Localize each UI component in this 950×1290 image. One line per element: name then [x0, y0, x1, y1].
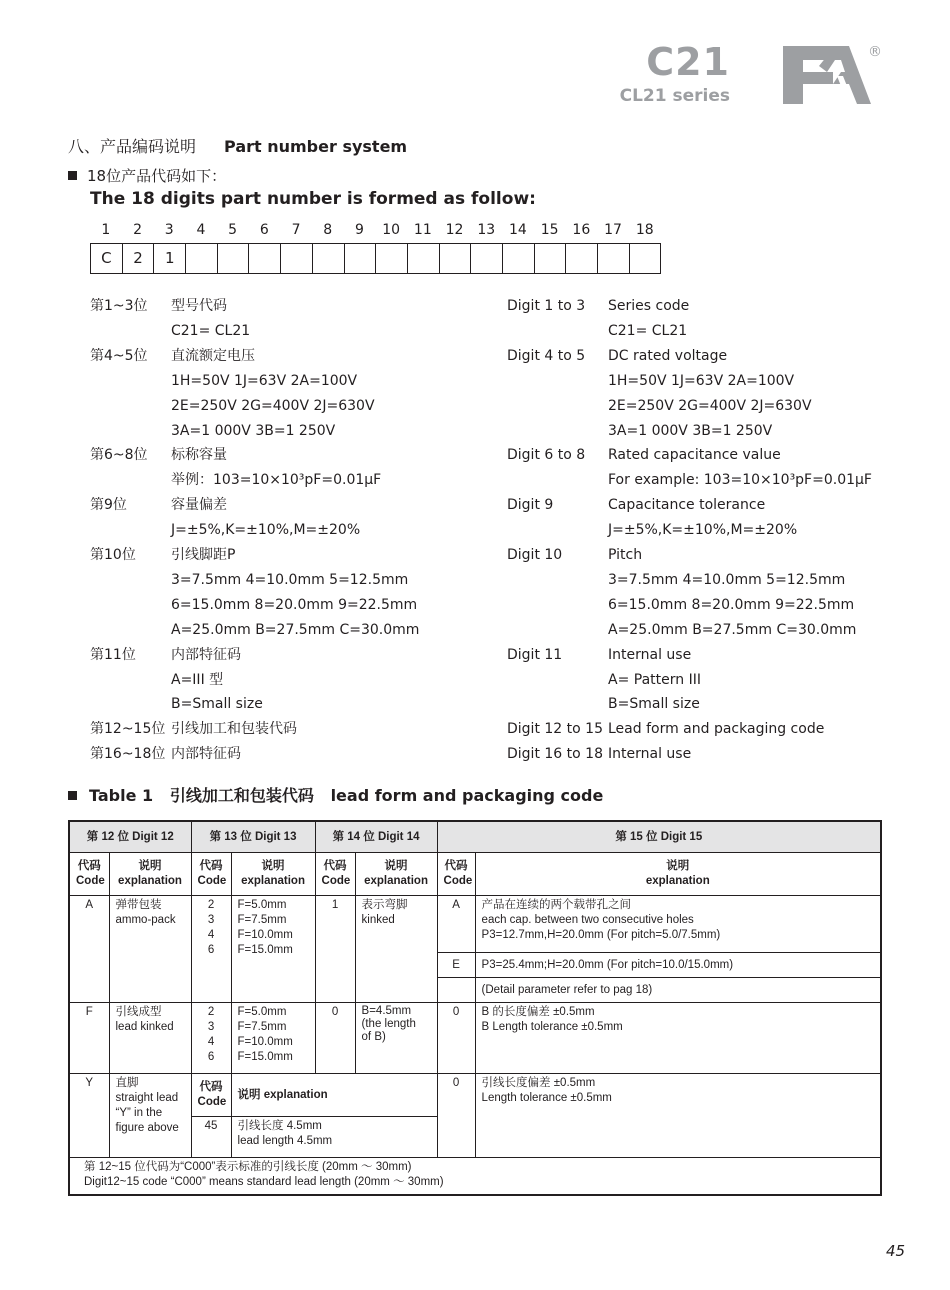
cell-code: A: [69, 896, 109, 1003]
digit-row-cn-desc: 容量偏差: [171, 497, 227, 514]
digit-box: 2: [123, 244, 155, 273]
cell-explanation: 引线成型 lead kinked: [109, 1003, 191, 1074]
table-row: [69, 896, 881, 953]
cell-explanation: 引线长度 4.5mm lead length 4.5mm: [231, 1117, 437, 1158]
cell-code: A: [437, 896, 475, 953]
subheader-code: 代码 Code: [437, 853, 475, 896]
digit-box: [186, 244, 218, 273]
digit-row-en-desc: Lead form and packaging code: [608, 721, 825, 738]
digit-row-en-desc: 3A=1 000V 3B=1 250V: [608, 422, 773, 439]
digit-row-cn-desc: 标称容量: [171, 447, 227, 464]
digit-number: 10: [382, 222, 401, 238]
digit-box: [630, 244, 661, 273]
cell-explanation: B 的长度偏差 ±0.5mm B Length tolerance ±0.5mm: [475, 1003, 881, 1074]
digit-box: [313, 244, 345, 273]
digit-row-en-desc: A= Pattern III: [608, 671, 701, 688]
digit-number: 13: [477, 222, 496, 238]
digit-number-row: [90, 222, 662, 240]
digit-box: C: [91, 244, 123, 273]
digit-number: 9: [354, 222, 364, 238]
digit-row-en-desc: Rated capacitance value: [608, 447, 781, 464]
digit-number: 11: [413, 222, 432, 238]
brand-series: CL21 series: [619, 86, 730, 106]
digit-row-cn-desc: 6=15.0mm 8=20.0mm 9=22.5mm: [171, 596, 418, 613]
company-logo: [783, 46, 875, 106]
digit-number: 12: [445, 222, 464, 238]
digit-number: 15: [540, 222, 559, 238]
digit-box: [218, 244, 250, 273]
digit-row-cn-pos: 第16~18位: [90, 746, 166, 763]
table-row: [69, 1003, 881, 1074]
digit-row-cn-desc: A=III 型: [171, 671, 224, 688]
table1-title: [68, 783, 603, 806]
table-header-row: [69, 821, 881, 853]
digit-row-cn-desc: 引线加工和包装代码: [171, 721, 297, 738]
digit-row-en-pos: Digit 16 to 18: [507, 746, 603, 763]
table-row: [69, 1074, 881, 1117]
subheader-explanation: 说明 explanation: [109, 853, 191, 896]
digit-row-en-pos: Digit 12 to 15: [507, 721, 603, 738]
digit-row-en-desc: 3=7.5mm 4=10.0mm 5=12.5mm: [608, 571, 846, 588]
digit-row-en-pos: Digit 1 to 3: [507, 298, 586, 314]
cell-explanation: 产品在连续的两个载带孔之间 each cap. between two consecutive holes P3=12.7mm,H=20.0mm (For pitch=5.0/7.5mm): [475, 896, 881, 953]
digit-box: [471, 244, 503, 273]
digit-row-en-desc: Series code: [608, 298, 690, 314]
digit-row-cn-desc: 举例：103=10×10³pF=0.01μF: [171, 472, 382, 489]
brand-code: C21: [646, 40, 730, 84]
section-title-en: Part number system: [224, 137, 408, 156]
cell-explanation: 弹带包装 ammo-pack: [109, 896, 191, 1003]
digit-row-en-desc: J=±5%,K=±10%,M=±20%: [608, 522, 798, 539]
digit-number: 18: [635, 222, 654, 238]
subheader-code: 代码 Code: [69, 853, 109, 896]
digit-box: [566, 244, 598, 273]
header-digit12: 第 12 位 Digit 12: [69, 821, 191, 853]
cell-subheader-code: 代码 Code: [191, 1074, 231, 1117]
digit-row-cn-desc: 内部特征码: [171, 746, 241, 763]
digit-row-en-pos: Digit 6 to 8: [507, 447, 586, 464]
digit-box: [440, 244, 472, 273]
table-footnote: 第 12~15 位代码为“C000”表示标准的引线长度 (20mm ～ 30mm) Digit12~15 code “C000” means standard lead length (20mm ～ 30mm): [69, 1158, 881, 1196]
digit-box: [408, 244, 440, 273]
digit-row-cn-desc: C21= CL21: [171, 322, 251, 339]
cell-code: 0: [437, 1003, 475, 1074]
cell-subheader-explanation: 说明 explanation: [231, 1074, 437, 1117]
digit-row-cn-pos: 第9位: [90, 497, 127, 514]
digit-row-cn-desc: J=±5%,K=±10%,M=±20%: [171, 522, 361, 539]
intro-cn-text: 18位产品代码如下：: [87, 167, 227, 185]
cell-code: 0: [437, 1074, 475, 1158]
cell-explanation: 直脚 straight lead “Y” in the figure above: [109, 1074, 191, 1158]
digit-row-en-desc: A=25.0mm B=27.5mm C=30.0mm: [608, 621, 857, 638]
digit-number: 17: [604, 222, 622, 238]
registered-mark: ®: [868, 44, 882, 60]
digit-row-cn-desc: B=Small size: [171, 696, 263, 713]
digit-number: 6: [259, 222, 269, 238]
digit-row-cn-pos: 第11位: [90, 646, 136, 663]
digit-row-en-pos: Digit 10: [507, 547, 563, 563]
digit-row-cn-desc: 3A=1 000V 3B=1 250V: [171, 422, 336, 439]
cell-code: 2 3 4 6: [191, 1003, 231, 1074]
digit-row-cn-desc: 1H=50V 1J=63V 2A=100V: [171, 372, 358, 389]
cell-code: 0: [315, 1003, 355, 1074]
subheader-explanation: 说明 explanation: [231, 853, 315, 896]
digit-row-cn-pos: 第4~5位: [90, 347, 148, 364]
subheader-code: 代码 Code: [191, 853, 231, 896]
digit-row-en-desc: 2E=250V 2G=400V 2J=630V: [608, 397, 812, 414]
digit-row-cn-desc: A=25.0mm B=27.5mm C=30.0mm: [171, 621, 420, 638]
digit-row-cn-desc: 型号代码: [171, 298, 227, 314]
digit-row-en-desc: DC rated voltage: [608, 347, 728, 364]
digit-row-en-pos: Digit 4 to 5: [507, 347, 586, 364]
digit-row-en-desc: Internal use: [608, 646, 692, 663]
digit-row-cn-pos: 第12~15位: [90, 721, 166, 738]
digit-box: [345, 244, 377, 273]
digit-box: [249, 244, 281, 273]
digit-number: 3: [164, 222, 174, 238]
digit-row-en-desc: For example: 103=10×10³pF=0.01μF: [608, 472, 872, 489]
subheader-explanation: 说明 explanation: [355, 853, 437, 896]
digit-row-cn-desc: 直流额定电压: [171, 347, 255, 364]
digit-number: 16: [572, 222, 591, 238]
digit-row-cn-desc: 引线脚距P: [171, 547, 236, 563]
cell-explanation: F=5.0mm F=7.5mm F=10.0mm F=15.0mm: [231, 896, 315, 1003]
digit-row-en-desc: Capacitance tolerance: [608, 497, 766, 514]
table-footnote-row: [69, 1158, 881, 1196]
page-number: 45: [886, 1242, 906, 1260]
digit-boxes: [90, 243, 661, 274]
header-digit15: 第 15 位 Digit 15: [437, 821, 881, 853]
header-digit13: 第 13 位 Digit 13: [191, 821, 315, 853]
digit-box: [503, 244, 535, 273]
intro-cn: [68, 165, 226, 186]
cell-code: 2 3 4 6: [191, 896, 231, 1003]
square-bullet-icon: [68, 791, 77, 800]
digit-row-en-desc: Pitch: [608, 547, 643, 563]
digit-box: [598, 244, 630, 273]
header-digit14: 第 14 位 Digit 14: [315, 821, 437, 853]
table-subheader-row: [69, 853, 881, 896]
cell-explanation: (Detail parameter refer to pag 18): [475, 978, 881, 1003]
digit-row-cn-pos: 第10位: [90, 547, 136, 563]
cell-explanation: 表示弯脚 kinked: [355, 896, 437, 1003]
digit-box: 1: [154, 244, 186, 273]
subheader-explanation: 说明 explanation: [475, 853, 881, 896]
digit-number: 14: [509, 222, 527, 238]
cell-explanation: F=5.0mm F=7.5mm F=10.0mm F=15.0mm: [231, 1003, 315, 1074]
table1-title-text: Table 1 引线加工和包装代码 lead form and packaging code: [89, 786, 604, 805]
subheader-code: 代码 Code: [315, 853, 355, 896]
cell-code: F: [69, 1003, 109, 1074]
cell-code: Y: [69, 1074, 109, 1158]
digit-row-cn-desc: 2E=250V 2G=400V 2J=630V: [171, 397, 375, 414]
digit-row-en-desc: C21= CL21: [608, 322, 688, 339]
digit-row-cn-pos: 第1~3位: [90, 298, 148, 314]
digit-row-en-pos: Digit 9: [507, 497, 554, 514]
digit-number: 8: [323, 222, 333, 238]
cell-explanation: P3=25.4mm;H=20.0mm (For pitch=10.0/15.0mm): [475, 953, 881, 978]
digit-row-en-desc: 6=15.0mm 8=20.0mm 9=22.5mm: [608, 596, 855, 613]
digit-row-en-desc: B=Small size: [608, 696, 700, 713]
digit-number: 2: [133, 222, 142, 238]
digit-box: [376, 244, 408, 273]
cell-code: 45: [191, 1117, 231, 1158]
digit-box: [535, 244, 567, 273]
section-title-cn: 八、产品编码说明: [68, 137, 197, 156]
digit-number: 4: [196, 222, 206, 238]
digit-row-cn-desc: 内部特征码: [171, 646, 241, 663]
intro-en: The 18 digits part number is formed as follow:: [90, 189, 536, 209]
digit-row-en-pos: Digit 11: [507, 646, 563, 663]
digit-row-cn-pos: 第6~8位: [90, 447, 148, 464]
cell-code: [437, 978, 475, 1003]
cell-code: 1: [315, 896, 355, 1003]
cell-explanation: 引线长度偏差 ±0.5mm Length tolerance ±0.5mm: [475, 1074, 881, 1158]
digit-number: 1: [101, 222, 111, 238]
digit-row-en-desc: Internal use: [608, 746, 692, 763]
square-bullet-icon: [68, 171, 77, 180]
digit-number: 5: [228, 222, 238, 238]
cell-code: E: [437, 953, 475, 978]
digit-row-en-desc: 1H=50V 1J=63V 2A=100V: [608, 372, 795, 389]
lead-form-table: [68, 820, 882, 1196]
digit-row-cn-desc: 3=7.5mm 4=10.0mm 5=12.5mm: [171, 571, 409, 588]
digit-number: 7: [291, 222, 301, 238]
section-title: [68, 134, 407, 157]
cell-explanation: B=4.5mm (the length of B): [355, 1003, 437, 1074]
digit-box: [281, 244, 313, 273]
